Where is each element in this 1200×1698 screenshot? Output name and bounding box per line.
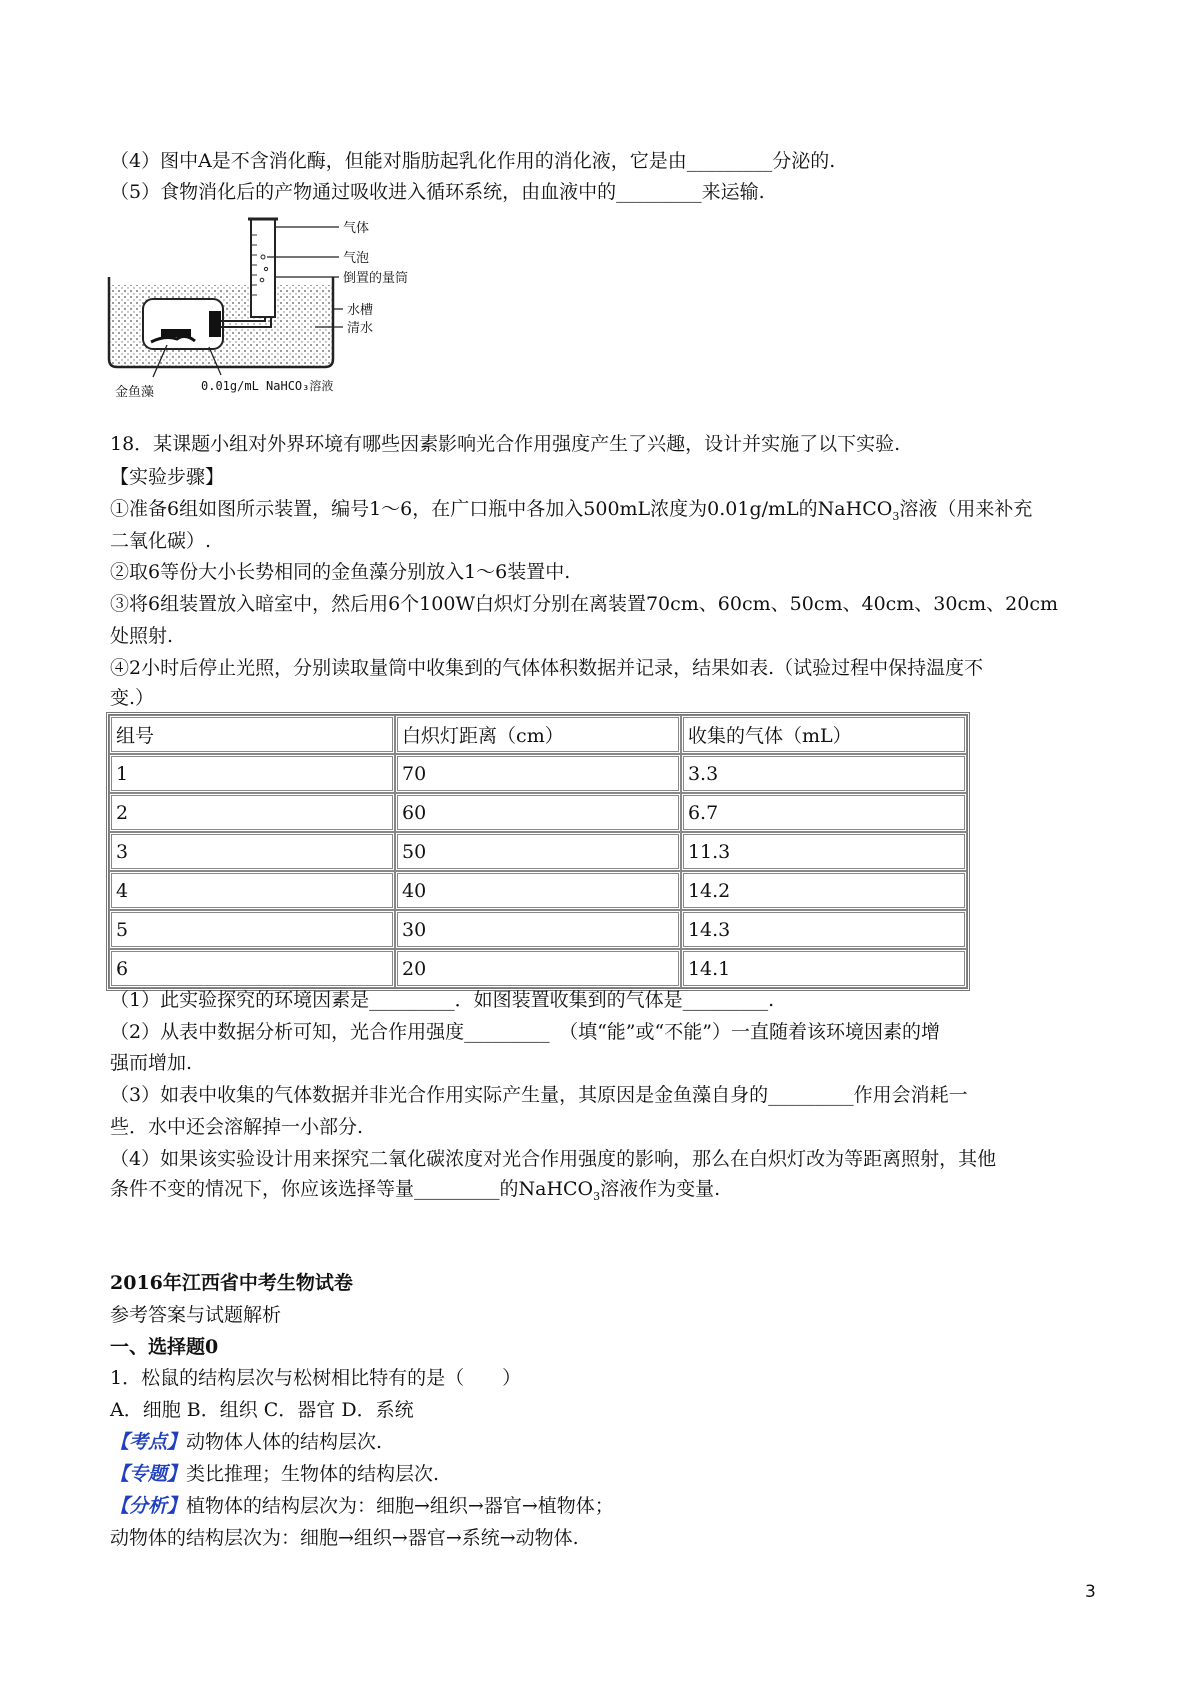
kaodian-line: 【考点】动物体人体的结构层次. <box>110 1431 383 1453</box>
table-cell: 60 <box>395 793 681 832</box>
step-4: ④2小时后停止光照，分别读取量筒中收集到的气体体积数据并记录，结果如表.（试验过程中保持温度不 <box>110 657 984 679</box>
table-cell: 白炽灯距离（cm） <box>395 715 681 754</box>
question-18-intro: 18．某课题小组对外界环境有哪些因素影响光合作用强度产生了兴趣，设计并实施了以下实验. <box>110 433 901 455</box>
sub-question-2-cont: 强而增加. <box>110 1052 193 1074</box>
apparatus-figure <box>105 217 435 412</box>
page-number: 3 <box>1085 1582 1096 1602</box>
zhuanti-line: 【专题】类比推理；生物体的结构层次. <box>110 1463 440 1485</box>
table-cell: 14.3 <box>681 910 967 949</box>
table-cell: 5 <box>109 910 395 949</box>
fenxi-line-2: 动物体的结构层次为：细胞→组织→器官→系统→动物体. <box>110 1527 579 1549</box>
table-cell: 70 <box>395 754 681 793</box>
step-3: ③将6组装置放入暗室中，然后用6个100W白炽灯分别在离装置70cm、60cm、50cm、40cm、30cm、20cm <box>110 593 1058 615</box>
sub-question-4: （4）如果该实验设计用来探究二氧化碳浓度对光合作用强度的影响，那么在白炽灯改为等距离照射，其他 <box>110 1148 997 1170</box>
table-cell: 6 <box>109 949 395 988</box>
label-algae: 金鱼藻 <box>115 385 155 400</box>
table-cell: 6.7 <box>681 793 967 832</box>
answer-options: A．细胞 B．组织 C．器官 D．系统 <box>110 1399 414 1421</box>
table-cell: 14.1 <box>681 949 967 988</box>
answers-title: 2016年江西省中考生物试卷 <box>110 1272 353 1294</box>
step-3-cont: 处照射. <box>110 625 174 647</box>
sub-question-3: （3）如表中收集的气体数据并非光合作用实际产生量，其原因是金鱼藻自身的_________作用会消耗一 <box>110 1084 968 1106</box>
table-cell: 3.3 <box>681 754 967 793</box>
sub-question-4-cont: 条件不变的情况下，你应该选择等量_________的NaHCO$_3$溶液作为变量. <box>110 1178 721 1203</box>
table-row <box>109 754 967 793</box>
kaodian-tag: 【考点】 <box>110 1431 187 1453</box>
table-cell: 3 <box>109 832 395 871</box>
steps-heading: 【实验步骤】 <box>110 466 225 488</box>
label-water: 清水 <box>347 321 374 336</box>
question-5: （5）食物消化后的产物通过吸收进入循环系统，由血液中的_________来运输. <box>110 181 765 203</box>
table-row <box>109 910 967 949</box>
answer-question-1: 1．松鼠的结构层次与松树相比特有的是（ ） <box>110 1367 522 1389</box>
section-heading: 一、选择题0 <box>110 1336 219 1358</box>
table-cell: 50 <box>395 832 681 871</box>
table-cell: 组号 <box>109 715 395 754</box>
step-2: ②取6等份大小长势相同的金鱼藻分别放入1～6装置中. <box>110 561 571 583</box>
answers-subtitle: 参考答案与试题解析 <box>110 1304 282 1326</box>
table-header-row <box>109 715 967 754</box>
sub-question-1: （1）此实验探究的环境因素是_________．如图装置收集到的气体是_________. <box>110 989 775 1011</box>
step-1-cont: 二氧化碳）. <box>110 530 212 552</box>
fenxi-tag: 【分析】 <box>110 1495 187 1517</box>
step-1: ①准备6组如图所示装置，编号1～6，在广口瓶中各加入500mL浓度为0.01g/mL的NaHCO$_3$溶液（用来补充 <box>110 498 1033 523</box>
table-cell: 收集的气体（mL） <box>681 715 967 754</box>
step-4-cont: 变.） <box>110 687 155 709</box>
table-cell: 2 <box>109 793 395 832</box>
table-cell: 30 <box>395 910 681 949</box>
label-tank: 水槽 <box>347 303 374 318</box>
table-cell: 14.2 <box>681 871 967 910</box>
table-cell: 1 <box>109 754 395 793</box>
sub-question-3-cont: 些．水中还会溶解掉一小部分. <box>110 1116 364 1138</box>
table-row <box>109 871 967 910</box>
label-bubble: 气泡 <box>343 251 370 266</box>
table-cell: 11.3 <box>681 832 967 871</box>
question-4: （4）图中A是不含消化酶，但能对脂肪起乳化作用的消化液，它是由_________分泌的. <box>110 150 836 172</box>
label-gas: 气体 <box>343 221 370 236</box>
table-cell: 20 <box>395 949 681 988</box>
table-row <box>109 793 967 832</box>
results-table <box>106 712 970 991</box>
table-cell: 40 <box>395 871 681 910</box>
sub-question-2: （2）从表中数据分析可知，光合作用强度_________ （填“能”或“不能”）一直随着该环境因素的增 <box>110 1021 940 1043</box>
label-cylinder: 倒置的量筒 <box>343 271 409 286</box>
fenxi-line: 【分析】植物体的结构层次为：细胞→组织→器官→植物体； <box>110 1495 614 1517</box>
table-row <box>109 949 967 988</box>
table-row <box>109 832 967 871</box>
zhuanti-tag: 【专题】 <box>110 1463 187 1485</box>
table-cell: 4 <box>109 871 395 910</box>
label-solution: 0.01g/mL NaHCO₃溶液 <box>201 379 334 393</box>
